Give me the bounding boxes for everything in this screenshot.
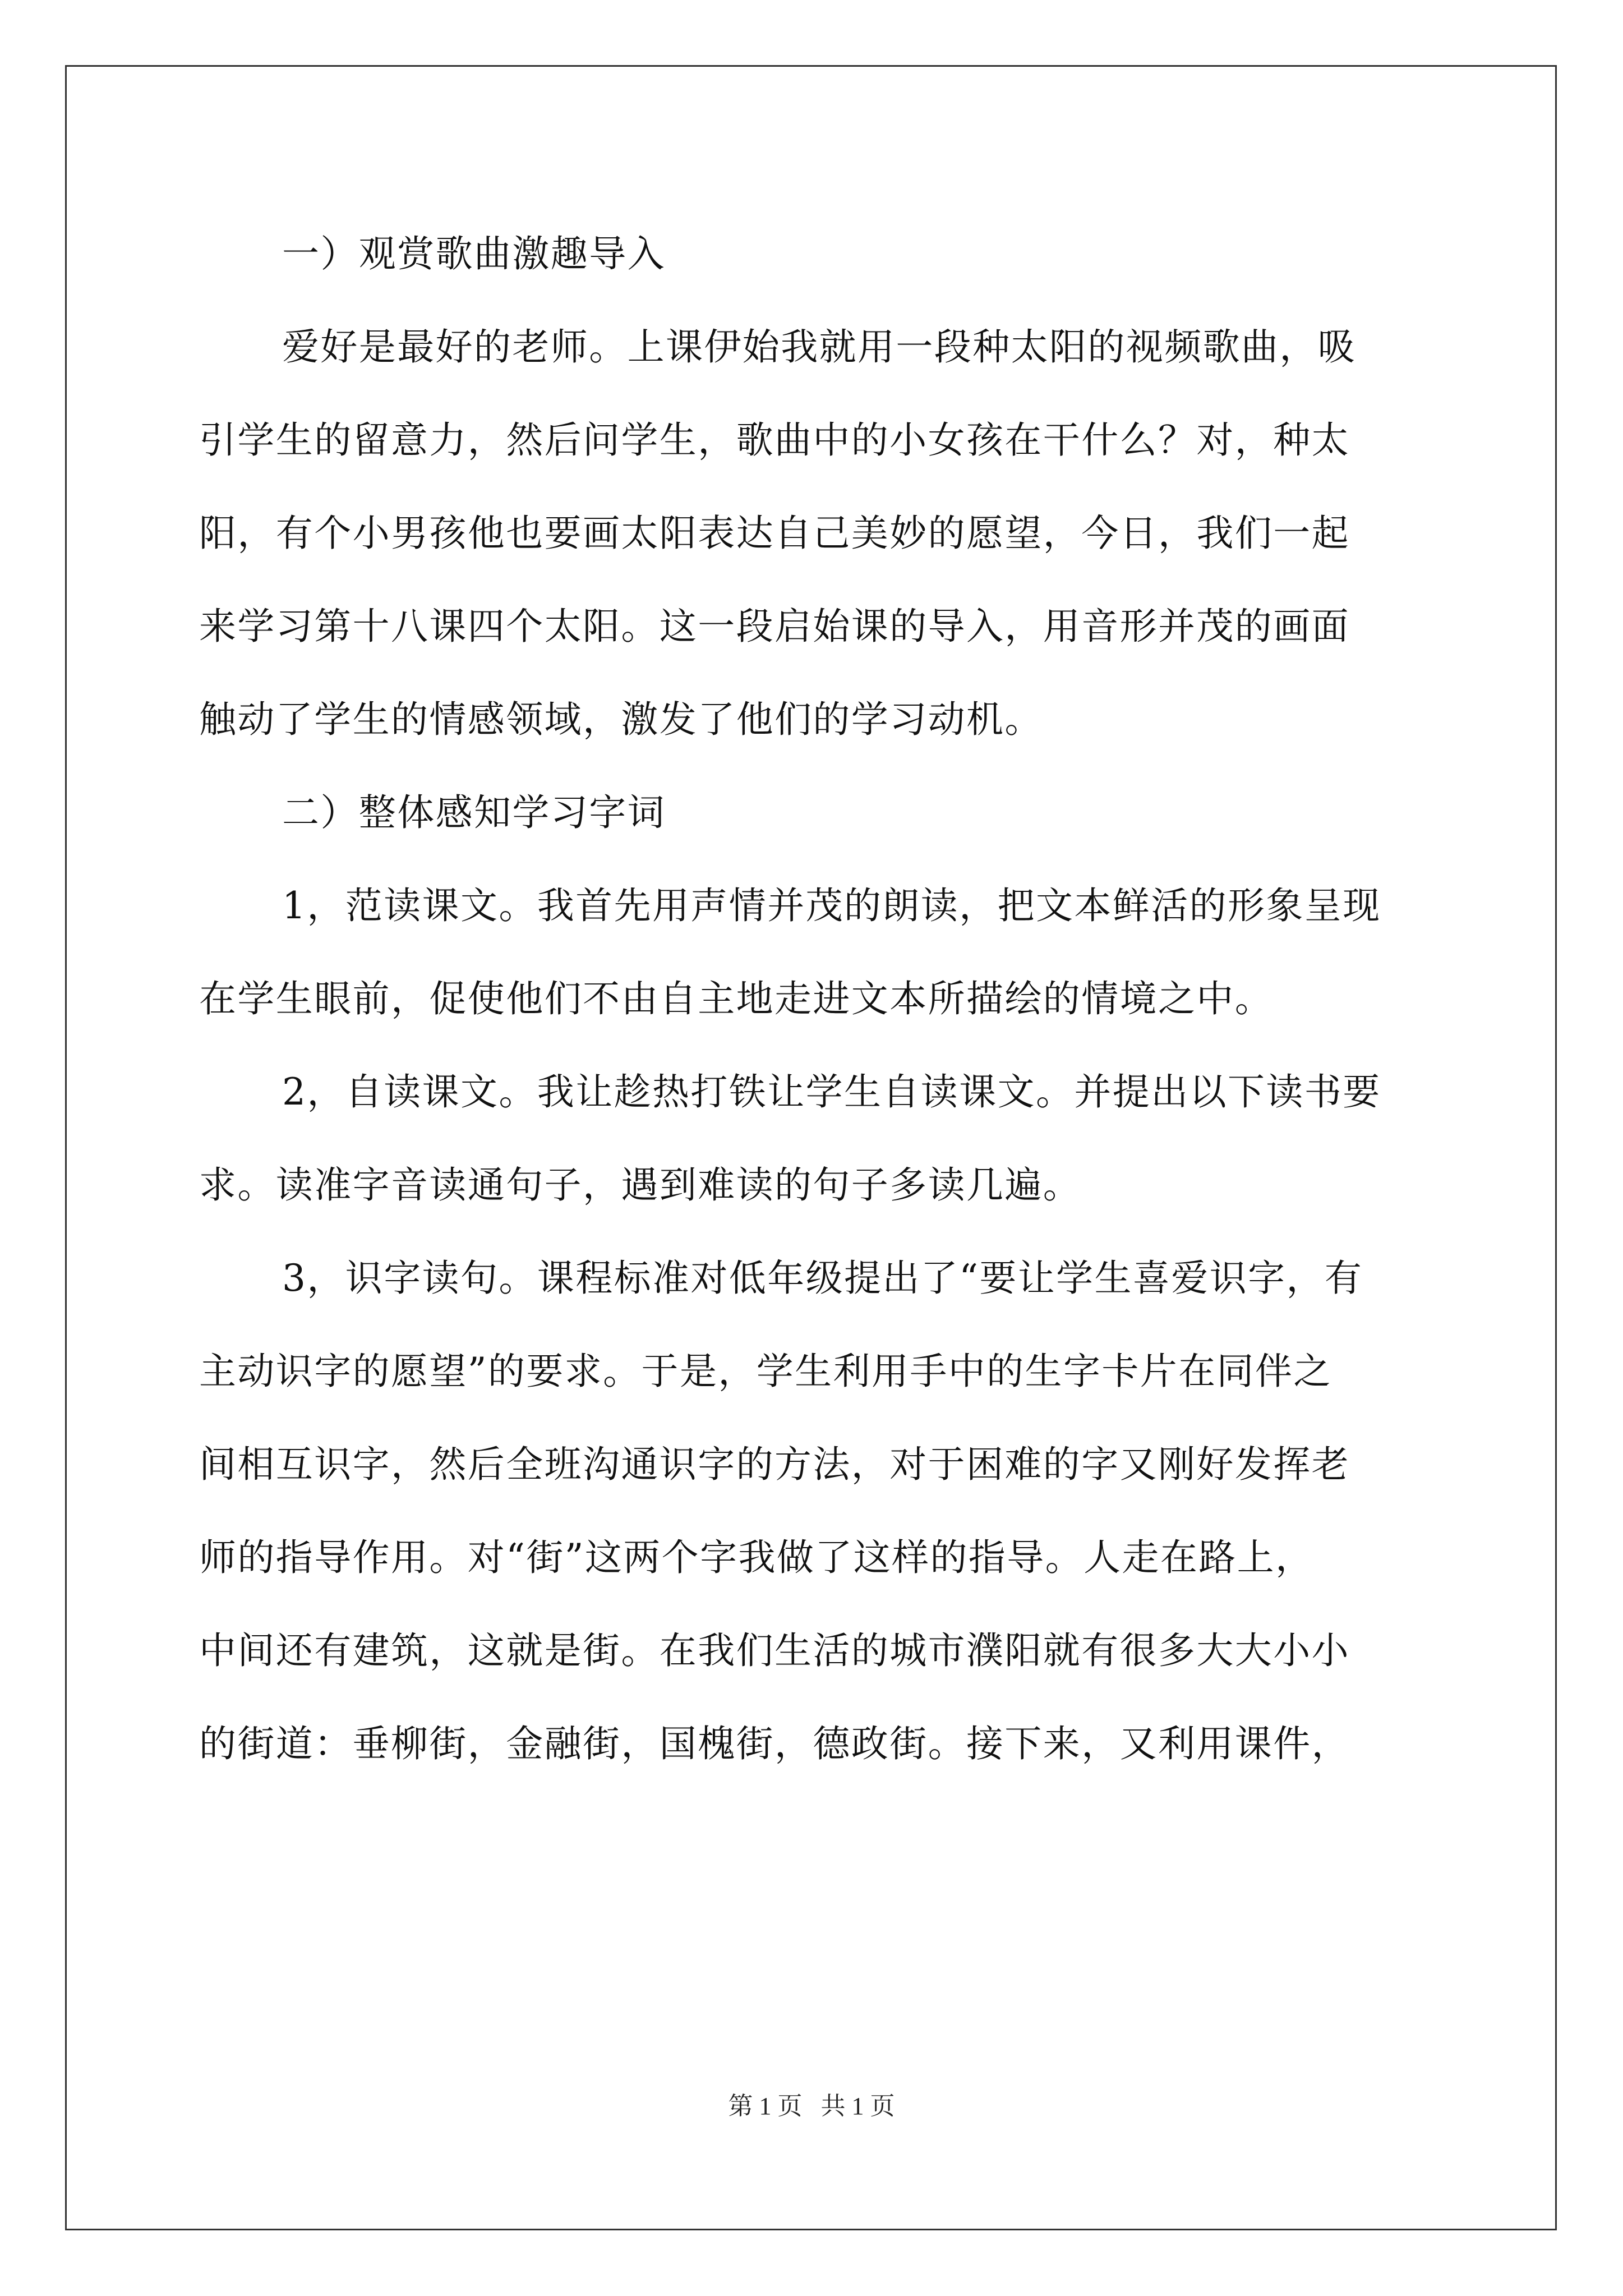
text-line: 引学生的留意力，然后问学生，歌曲中的小女孩在干什么？对，种太 [199, 418, 1350, 462]
text-line: 在学生眼前，促使他们不由自主地走进文本所描绘的情境之中。 [199, 977, 1274, 1020]
text-line: 的街道：垂柳街，金融街，国槐街，德政街。接下来，又利用课件， [199, 1722, 1350, 1765]
text-line: 求。读准字音读通句子，遇到难读的句子多读几遍。 [199, 1163, 1082, 1207]
page-total: 共 1 页 [820, 2092, 895, 2120]
text-line: 来学习第十八课四个太阳。这一段启始课的导入，用音形并茂的画面 [199, 605, 1350, 648]
text-line: 二）整体感知学习字词 [282, 791, 666, 834]
text-line: 一）观赏歌曲激趣导入 [282, 232, 666, 275]
text-line: 阳，有个小男孩他也要画太阳表达自己美妙的愿望，今日，我们一起 [199, 512, 1350, 555]
document-body [199, 214, 1422, 1797]
text-line: 主动识字的愿望”的要求。于是，学生利用手中的生字卡片在同伴之 [199, 1350, 1332, 1393]
text-line: 中间还有建筑，这就是街。在我们生活的城市濮阳就有很多大大小小 [199, 1629, 1350, 1672]
page-footer [0, 2086, 1623, 2122]
text-line: 2，自读课文。我让趁热打铁让学生自读课文。并提出以下读书要 [282, 1070, 1381, 1114]
text-line: 触动了学生的情感领域，激发了他们的学习动机。 [199, 698, 1043, 741]
text-line: 间相互识字，然后全班沟通识字的方法，对于困难的字又刚好发挥老 [199, 1443, 1350, 1486]
text-line: 爱好是最好的老师。上课伊始我就用一段种太阳的视频歌曲，吸 [282, 325, 1357, 369]
text-line: 1，范读课文。我首先用声情并茂的朗读，把文本鲜活的形象呈现 [282, 884, 1381, 927]
page-number: 第 1 页 [728, 2092, 803, 2120]
text-line: 3，识字读句。课程标准对低年级提出了“要让学生喜爱识字，有 [282, 1257, 1363, 1300]
text-line: 师的指导作用。对“街”这两个字我做了这样的指导。人走在路上， [199, 1536, 1314, 1579]
